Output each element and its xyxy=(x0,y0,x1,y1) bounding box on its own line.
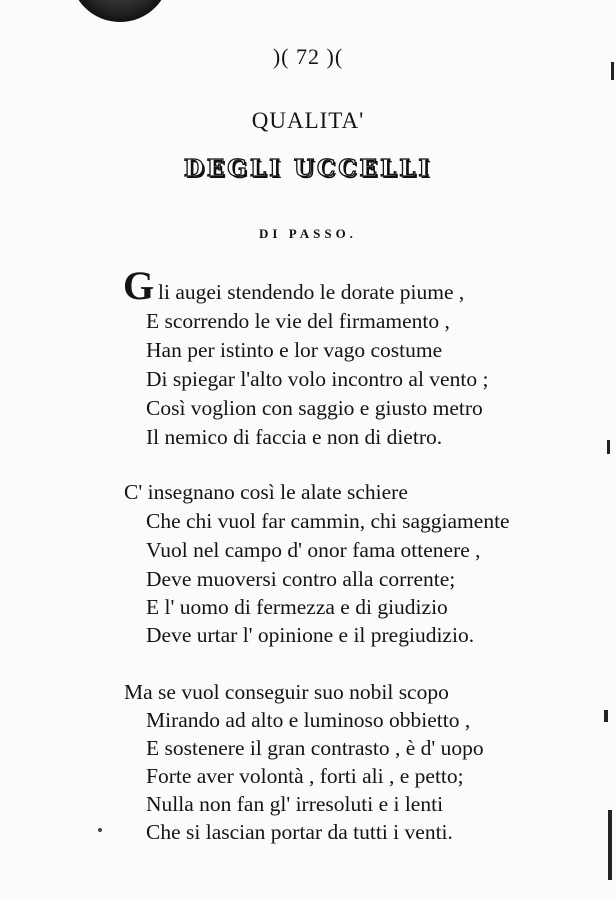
verse-line: Così voglion con saggio e giusto metro xyxy=(146,396,483,420)
drop-cap: G xyxy=(123,263,155,308)
verse-line: E l' uomo di fermezza e di giudizio xyxy=(146,595,448,619)
page-subsubtitle: DI PASSO. xyxy=(259,226,357,241)
page-number: )( 72 )( xyxy=(272,44,344,69)
page-subtitle: DEGLI UCCELLI xyxy=(183,155,433,182)
verse-line: C' insegnano così le alate schiere xyxy=(124,480,408,504)
speck xyxy=(98,828,102,832)
verse-line: Vuol nel campo d' onor fama ottenere , xyxy=(146,538,481,562)
verse-line: Ma se vuol conseguir suo nobil scopo xyxy=(124,680,449,704)
verse-line: Nulla non fan gl' irresoluti e i lenti xyxy=(146,792,444,816)
page-title: QUALITA' xyxy=(251,108,365,133)
verse-line: Di spiegar l'alto volo incontro al vento ; xyxy=(146,367,489,391)
verse-line: li augei stendendo le dorate piume , xyxy=(158,280,465,304)
verse-line: Deve muoversi contro alla corrente; xyxy=(146,567,456,591)
edge-mark xyxy=(607,440,610,454)
verse-line: Che si lascian portar da tutti i venti. xyxy=(146,820,453,844)
binding-shadow xyxy=(70,0,170,22)
edge-mark xyxy=(604,710,608,722)
verse-line: Che chi vuol far cammin, chi saggiamente xyxy=(146,509,510,533)
verse-line: Han per istinto e lor vago costume xyxy=(146,338,443,362)
verse-line: Deve urtar l' opinione e il pregiudizio. xyxy=(146,623,475,647)
verse-line: E scorrendo le vie del firmamento , xyxy=(146,309,450,333)
edge-mark xyxy=(608,810,612,880)
verse-line: E sostenere il gran contrasto , è d' uopo xyxy=(146,736,484,760)
verse-line: Mirando ad alto e luminoso obbietto , xyxy=(146,708,471,732)
verse-line: Il nemico di faccia e non di dietro. xyxy=(146,425,443,449)
verse-line: Forte aver volontà , forti ali , e petto; xyxy=(146,764,464,788)
